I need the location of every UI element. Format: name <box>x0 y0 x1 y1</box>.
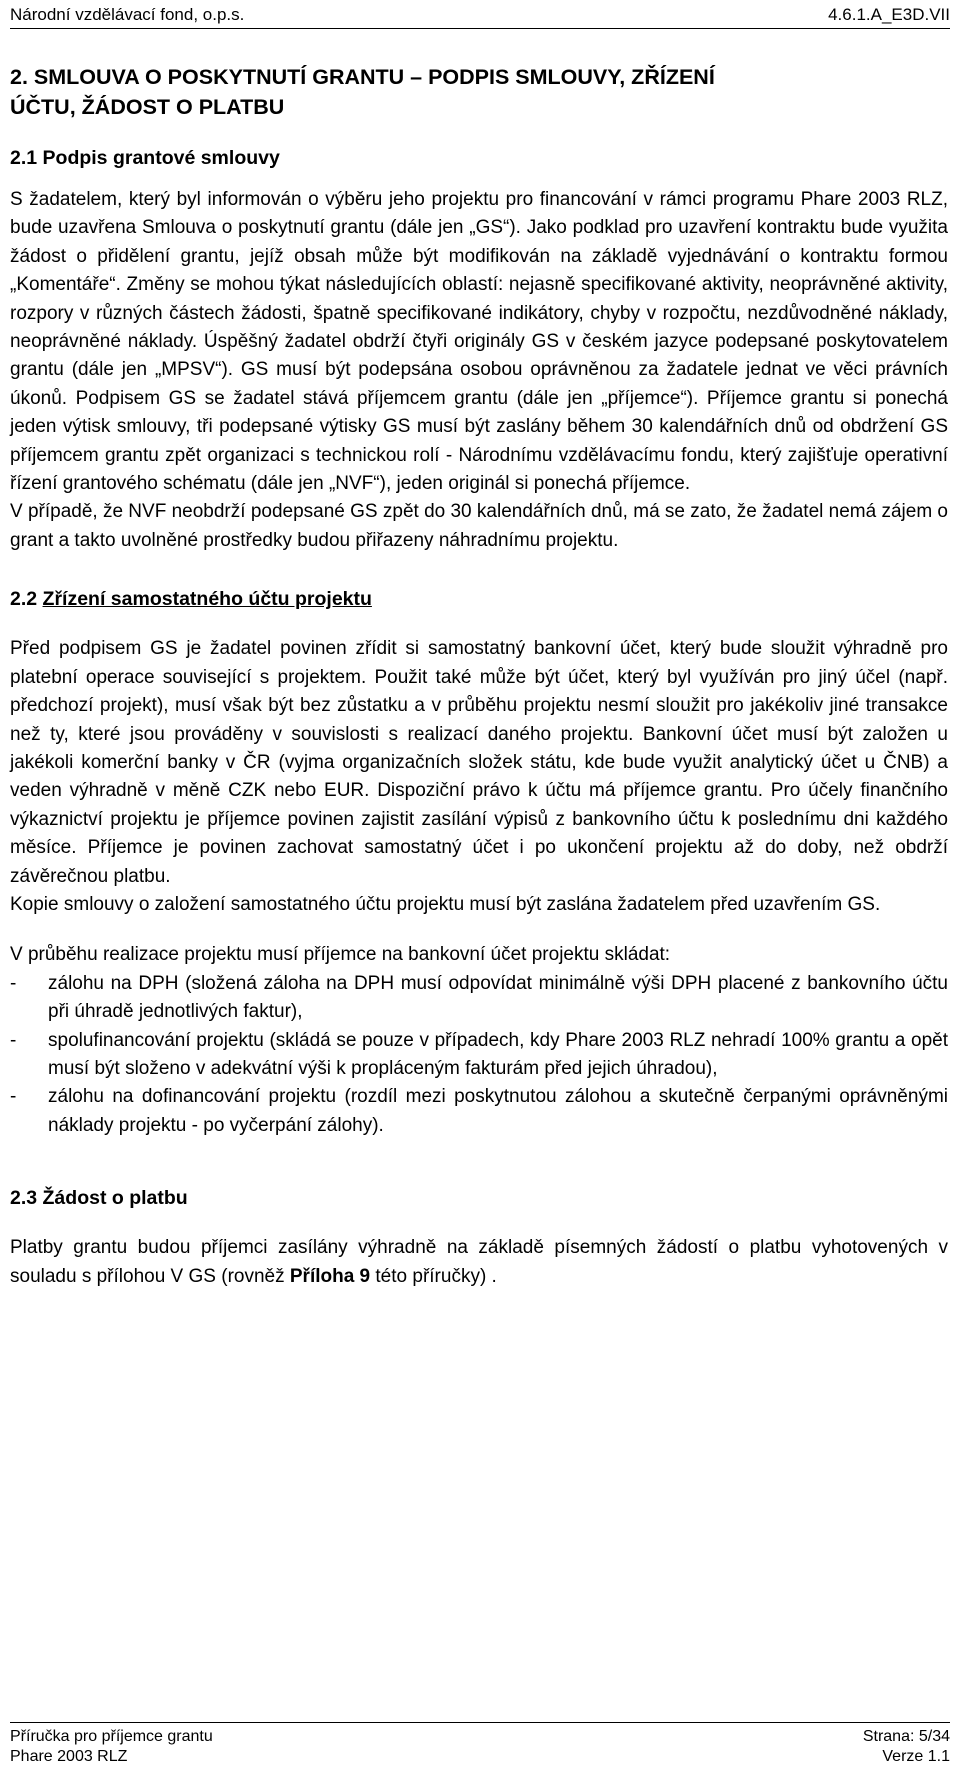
list-dash: - <box>10 1029 17 1051</box>
header-organization: Národní vzdělávací fond, o.p.s. <box>10 5 245 24</box>
chapter-title-line-2: ÚČTU, ŽÁDOST O PLATBU <box>10 95 285 119</box>
section-2-2-paragraph-3: V průběhu realizace projektu musí příjemce na bankovní účet projektu skládat: <box>10 944 671 966</box>
footer-programme: Phare 2003 RLZ <box>10 1748 128 1765</box>
list-dash: - <box>10 1086 17 1108</box>
chapter-title-line-1: 2. SMLOUVA O POSKYTNUTÍ GRANTU – PODPIS SMLOUVY, ZŘÍZENÍ <box>10 65 715 89</box>
list-item-text: spolufinancování projektu (skládá se pouze v případech, kdy Phare 2003 RLZ nehradí 100% grantu a opět musí být složeno v adekvátní výši k propláceným fakturám před jejich úhradou), <box>48 1029 948 1079</box>
section-heading-2-2-number: 2.2 <box>10 588 43 611</box>
list-item <box>10 1027 948 1084</box>
header-document-code: 4.6.1.A_E3D.VII <box>828 5 950 24</box>
footer-manual-title: Příručka pro příjemce grantu <box>10 1728 213 1745</box>
chapter-title <box>10 62 948 122</box>
list-item <box>10 970 948 1027</box>
footer-page-number: Strana: 5/34 <box>862 1728 950 1745</box>
appendix-reference: Příloha 9 <box>289 1265 371 1287</box>
section-2-1-paragraph-1: S žadatelem, který byl informován o výběru jeho projektu pro financování v rámci programu Phare 2003 RLZ, bude uzavřena Smlouva o poskytnutí grantu (dále jen „GS“). Jako podklad pro uzavření kontraktu bude využita žádost o přidělení grantu, jejíž obsah může být modifikován na základě vyjednávání o kontraktu formou „Komentáře“. Změny se mohou týkat následujících oblastí: nejasně specifikované aktivity, neoprávněné aktivity, rozpory v různých částech žádosti, špatně specifikované indikátory, chyby v rozpočtu, nezdůvodněné náklady, neoprávněné náklady. Úspěšný žadatel obdrží čtyři originály GS v českém jazyce podepsané poskytovatelem grantu (dále jen „MPSV“). GS musí být podepsána osobou oprávněnou za žadatele jednat ve věci právních úkonů. Podpisem GS se žadatel stává příjemcem grantu (dále jen „příjemce“). Příjemce grantu si ponechá jeden výtisk smlouvy, tři podepsané výtisky GS musí být zaslány během 30 kalendářních dnů od obdržení GS příjemcem grantu zpět organizaci s technickou rolí - Národnímu vzdělávacímu fondu, který zajišťuje operativní řízení grantového schématu (dále jen „NVF“), jeden originál si ponechá příjemce. <box>10 189 948 495</box>
section-heading-2-2-text: Zřízení samostatného účtu projektu <box>42 588 372 611</box>
list-item-text: zálohu na DPH (složená záloha na DPH musí odpovídat minimálně výši DPH placené z bankovního účtu při úhradě jednotlivých faktur), <box>48 972 948 1023</box>
section-heading-2-2 <box>10 585 948 613</box>
footer-version: Verze 1.1 <box>882 1748 950 1765</box>
section-2-2-paragraph-1: Před podpisem GS je žadatel povinen zřídit si samostatný bankovní účet, který bude sloužit výhradně pro platební operace související s projektem. Použit také může být účet, který byl využíván pro jiný účel (např. předchozí projekt), musí však být bez zůstatku a v průběhu projektu nesmí sloužit pro jakékoliv jiné transakce než ty, které jsou prováděny v souvislosti s realizací daného projektu. Bankovní účet musí být založen u jakékoli komerční banky v ČR (vyjma organizačních složek státu, kde bude využit analytický účet u ČNB) a veden výhradně v měně CZK nebo EUR. Dispoziční právo k účtu má příjemce grantu. Pro účely finančního výkaznictví projektu je příjemce povinen zajistit zasílání výpisů z bankovního účtu k poslednímu dni každého měsíce. Příjemce je povinen zachovat samostatný účet i po ukončení projektu až do doby, než obdrží závěrečnou platbu. <box>10 638 948 887</box>
section-2-2-paragraph-2: Kopie smlouvy o založení samostatného účtu projektu musí být zaslána žadatelem před uzavřením GS. <box>10 893 881 915</box>
section-2-3-text-a: Platby grantu budou příjemci zasílány výhradně na základě písemných žádostí o platbu vyhotovených v souladu s přílohou V GS (rovněž <box>10 1237 948 1287</box>
list-item-text: zálohu na dofinancování projektu (rozdíl mezi poskytnutou zálohou a skutečně čerpanými oprávněnými náklady projektu - po vyčerpání zálohy). <box>48 1086 948 1136</box>
footer-right <box>863 1727 950 1767</box>
section-heading-2-3: 2.3 Žádost o platbu <box>10 1187 188 1210</box>
footer-left <box>10 1727 213 1767</box>
section-2-1-paragraph-2: V případě, že NVF neobdrží podepsané GS zpět do 30 kalendářních dnů, má se zato, že žadatel nemá zájem o grant a takto uvolněné prostředky budou přiřazeny náhradnímu projektu. <box>10 501 948 551</box>
page-content <box>10 62 948 1291</box>
list-item <box>10 1083 948 1140</box>
section-2-3-text-b: této příručky) . <box>370 1265 497 1287</box>
page-header <box>10 2 950 29</box>
deposit-list <box>10 970 948 1140</box>
page-footer <box>10 1722 950 1763</box>
section-heading-2-1: 2.1 Podpis grantové smlouvy <box>10 147 280 169</box>
section-2-3-paragraph-1 <box>10 1234 948 1291</box>
list-dash: - <box>10 972 17 994</box>
